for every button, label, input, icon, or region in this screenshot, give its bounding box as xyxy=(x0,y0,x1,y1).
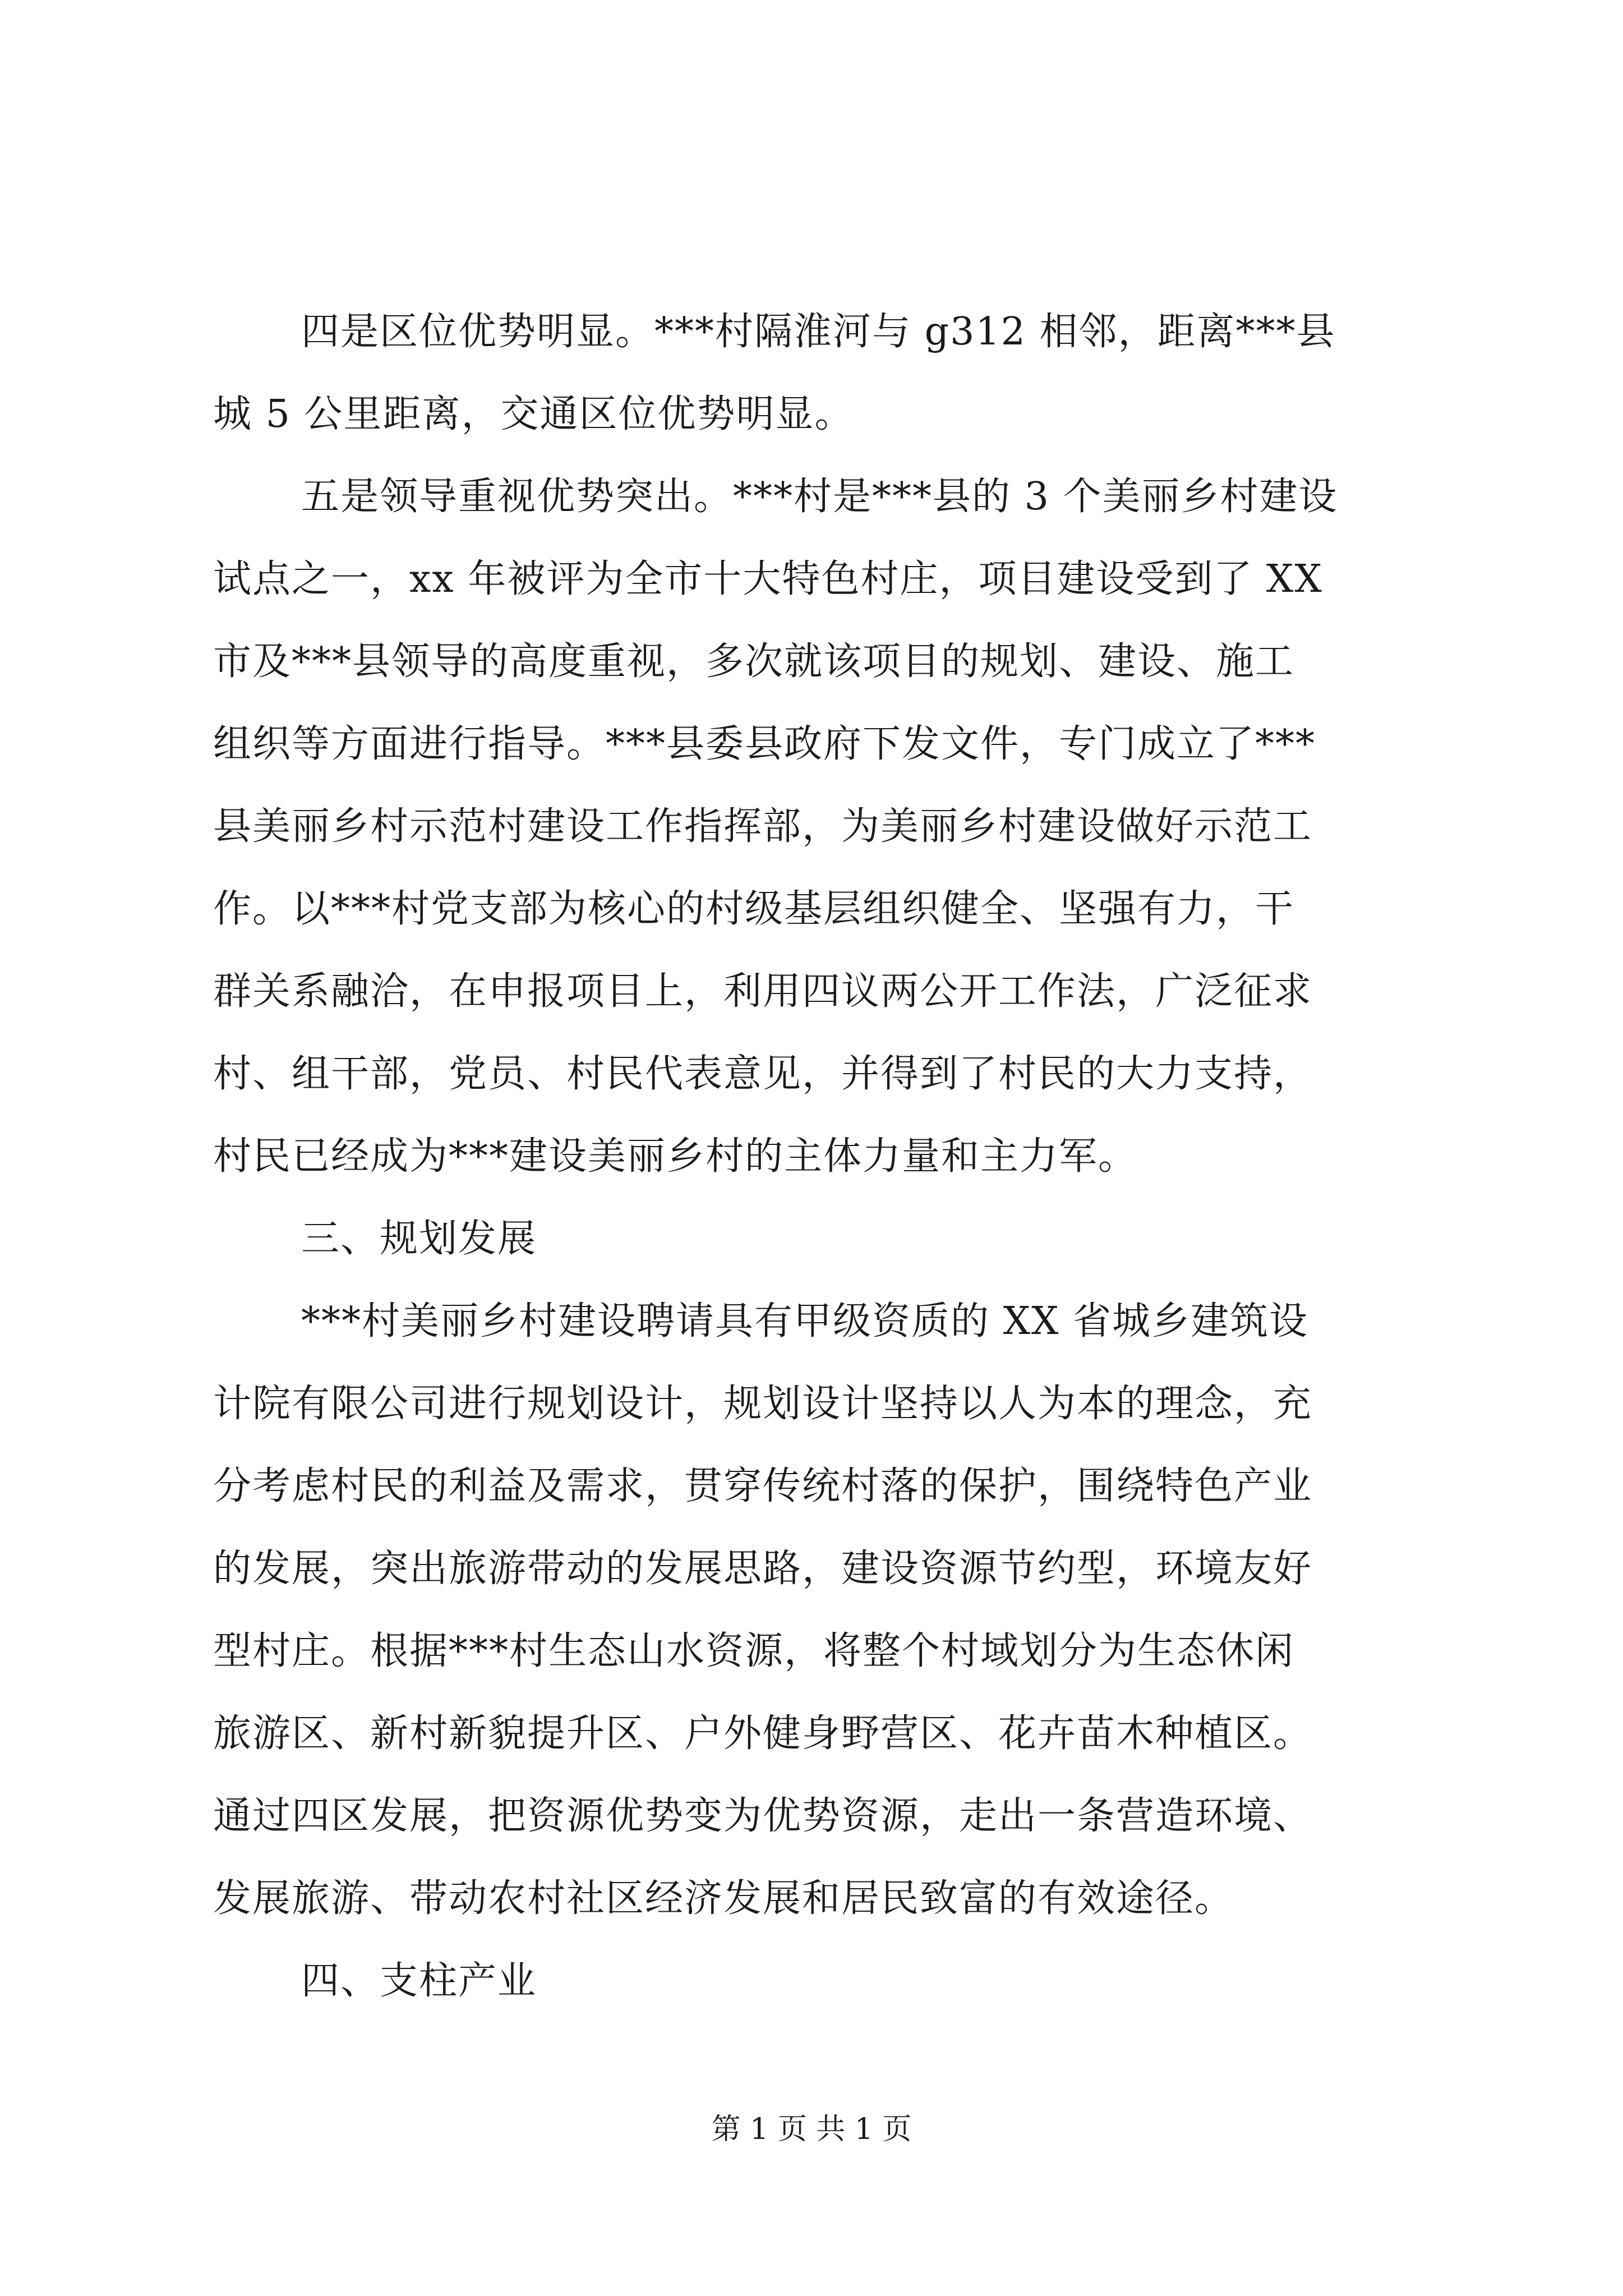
paragraph-2-line-8: 村、组干部，党员、村民代表意见，并得到了村民的大力支持， xyxy=(213,1052,1313,1096)
paragraph-2-line-3: 市及***县领导的高度重视，多次就该项目的规划、建设、施工 xyxy=(213,639,1295,684)
page-number-footer: 第 1 页 共 1 页 xyxy=(711,2113,912,2146)
paragraph-4-line-3: 分考虑村民的利益及需求，贯穿传统村落的保护，围绕特色产业 xyxy=(213,1464,1313,1508)
paragraph-2-line-2: 试点之一，xx 年被评为全市十大特色村庄，项目建设受到了 XX xyxy=(213,557,1323,601)
paragraph-4-line-1: ***村美丽乡村建设聘请具有甲级资质的 XX 省城乡建筑设 xyxy=(301,1299,1309,1343)
paragraph-2-line-6: 作。以***村党支部为核心的村级基层组织健全、坚强有力，干 xyxy=(213,887,1295,931)
paragraph-2-line-9: 村民已经成为***建设美丽乡村的主体力量和主力军。 xyxy=(213,1134,1138,1179)
paragraph-4-line-6: 旅游区、新村新貌提升区、户外健身野营区、花卉苗木种植区。 xyxy=(213,1711,1313,1756)
paragraph-2-line-1: 五是领导重视优势突出。***村是***县的 3 个美丽乡村建设 xyxy=(301,475,1338,519)
paragraph-4-line-2: 计院有限公司进行规划设计，规划设计坚持以人为本的理念，充 xyxy=(213,1382,1313,1426)
paragraph-2-line-4: 组织等方面进行指导。***县委县政府下发文件，专门成立了*** xyxy=(213,722,1316,766)
section-heading-planning: 三、规划发展 xyxy=(301,1217,537,1261)
paragraph-2-line-7: 群关系融洽，在申报项目上，利用四议两公开工作法，广泛征求 xyxy=(213,969,1313,1014)
paragraph-2-line-5: 县美丽乡村示范村建设工作指挥部，为美丽乡村建设做好示范工 xyxy=(213,804,1313,849)
paragraph-1-line-2: 城 5 公里距离，交通区位优势明显。 xyxy=(213,392,854,436)
paragraph-1-line-1: 四是区位优势明显。***村隔淮河与 g312 相邻，距离***县 xyxy=(301,310,1336,354)
paragraph-4-line-8: 发展旅游、带动农村社区经济发展和居民致富的有效途径。 xyxy=(213,1876,1234,1921)
paragraph-4-line-5: 型村庄。根据***村生态山水资源，将整个村域划分为生态休闲 xyxy=(213,1629,1295,1673)
paragraph-4-line-4: 的发展，突出旅游带动的发展思路，建设资源节约型，环境友好 xyxy=(213,1547,1313,1591)
paragraph-4-line-7: 通过四区发展，把资源优势变为优势资源，走出一条营造环境、 xyxy=(213,1794,1313,1838)
section-heading-pillar-industry: 四、支柱产业 xyxy=(301,1959,537,2003)
